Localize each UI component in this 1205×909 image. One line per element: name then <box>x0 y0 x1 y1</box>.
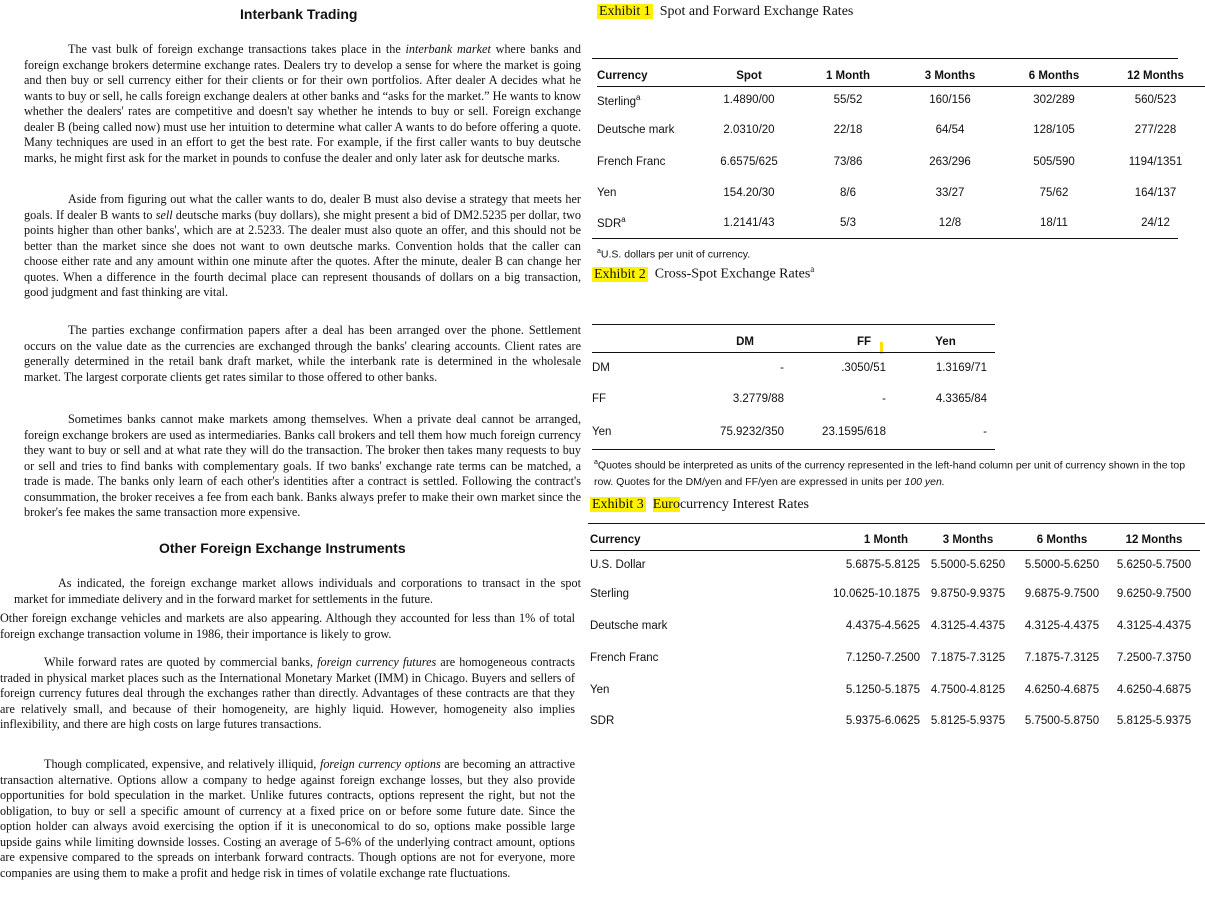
table-cell: 33/27 <box>935 186 965 199</box>
table-cell: 5.9375-6.0625 <box>845 715 920 727</box>
table-row <box>590 643 1200 674</box>
table-cell: 5.8125-5.9375 <box>1116 715 1192 727</box>
table-cell: 263/296 <box>929 155 971 168</box>
table-cell: 505/590 <box>1033 155 1075 168</box>
exhibit2-footnote-line1: $^a$Quotes should be interpreted as units of the currency represented in the left-hand column per unit of currency shown in the top <box>594 459 1186 472</box>
table-cell: 5.6875-5.8125 <box>845 558 920 571</box>
table-cell: 302/289 <box>1033 94 1075 107</box>
table-cell: 55/52 <box>833 94 863 107</box>
table-cell: - <box>983 426 987 438</box>
table-cell: 4.3365/84 <box>935 393 987 405</box>
col-header: Currency <box>597 66 700 87</box>
row-label: French Franc <box>597 155 666 168</box>
col-header: 6 Months <box>1016 530 1108 551</box>
table-cell: 1194/1351 <box>1128 155 1183 168</box>
table-cell: 5/3 <box>840 216 856 229</box>
exhibit2-footnote-line2: row. Quotes for the DM/yen and FF/yen are expressed in units per 100 yen. <box>594 476 945 488</box>
col-header: 12 Months <box>1106 66 1205 87</box>
exhibit1-bottom-rule <box>592 238 1178 239</box>
exhibit3-table <box>590 530 1200 737</box>
table-cell: 10.0625-10.1875 <box>833 588 920 600</box>
row-label: Yen <box>592 426 612 438</box>
paragraph-8: Though complicated, expensive, and relatively illiquid, foreign currency options are becoming an attractive transaction alternative. Options allow a company to hedge against foreign exchange losses, but they also provide opportunities for bold speculation in the market. Unlike futures contracts, options represent the right, but not the obligation, to buy or sell a specific amount of currency at a fixed price on or before some future date. Since the option holder can always avoid exercising the option if it is uneconomical to do so, options make possible large upside gains while limiting downside losses. Costing an average of 5-6% of the underlying contract amount, options are expensive compared to the spreads on interbank forward contracts. Though options are not for everyone, more companies are using them to make a profit and hedge risk in times of volatile exchange rate fluctuations. <box>0 757 575 880</box>
row-label: French Franc <box>590 652 659 664</box>
exhibit1-footnote: $^a$U.S. dollars per unit of currency. <box>597 248 751 261</box>
exhibit3-label: Exhibit 3 <box>592 497 644 512</box>
exhibit2-title: Cross-Spot Exchange Rates <box>654 266 811 282</box>
table-cell: 5.5000-5.6250 <box>930 558 1006 571</box>
col-header: 1 Month <box>790 530 920 551</box>
table-cell: 4.6250-4.6875 <box>1116 683 1192 696</box>
table-cell: 5.1250-5.1875 <box>845 683 920 696</box>
table-row <box>590 551 1200 579</box>
table-cell: 75.9232/350 <box>720 426 784 438</box>
table-cell: 560/523 <box>1134 94 1177 107</box>
table-cell: 1.2141/43 <box>723 216 775 229</box>
exhibit3-caption <box>590 497 809 513</box>
col-header <box>592 332 672 353</box>
col-header: 1 Month <box>798 66 898 87</box>
row-label: SDR$^a$ <box>597 215 626 230</box>
row-label: Sterling$^a$ <box>597 92 641 108</box>
table-row <box>590 610 1200 643</box>
table-cell: 5.7500-5.8750 <box>1024 715 1100 727</box>
exhibit1-title: Spot and Forward Exchange Rates <box>659 4 854 19</box>
col-header: 3 Months <box>898 66 1002 87</box>
col-header: Spot <box>700 66 798 87</box>
exhibit1-table <box>597 66 1205 237</box>
table-row <box>590 706 1200 737</box>
table-row <box>592 416 995 449</box>
table-cell: 154.20/30 <box>723 186 775 199</box>
paragraph-1: The vast bulk of foreign exchange transactions takes place in the interbank market where banks and foreign exchange brokers determine exchange rates. Dealers try to develop a sense for where the market is going and then buy or sell currency either for their clients or for their own portfolios. After dealer A decides what he wants to buy or sell, he calls foreign exchange dealers at other banks and “asks for the market.” He wants to know whether the dealers' rates are competitive and doesn't say whether he intends to buy or sell. Foreign exchange dealer B (being called now) must use her intuition to determine what caller A wants to do before offering a quote. Many techniques are used in an effort to get the best rate. For example, if the first caller wants to buy deutsche marks, he might first ask for the market in pounds to confuse the dealer and only later ask for deutsche marks. <box>24 42 581 165</box>
table-cell: 7.2500-7.3750 <box>1116 652 1192 664</box>
table-cell: 9.6875-9.7500 <box>1024 588 1100 600</box>
row-label: DM <box>592 361 610 374</box>
table-row <box>597 147 1205 177</box>
table-cell: 128/105 <box>1033 124 1075 136</box>
exhibit2-header-row <box>592 332 995 353</box>
row-label: Sterling <box>590 588 629 600</box>
table-cell: 1.3169/71 <box>935 361 987 374</box>
table-cell: 22/18 <box>833 124 863 136</box>
exhibit3-title: currency Interest Rates <box>679 497 810 512</box>
table-cell: 5.5000-5.6250 <box>1024 558 1100 571</box>
row-label: Yen <box>590 683 610 696</box>
exhibit2-bottom-rule <box>592 449 995 450</box>
col-header: Yen <box>896 332 995 353</box>
exhibit3-top-rule <box>588 523 1205 524</box>
heading-other-instruments: Other Foreign Exchange Instruments <box>159 540 406 556</box>
table-row <box>597 209 1205 237</box>
table-cell: 160/156 <box>929 94 971 107</box>
table-cell: 4.7500-4.8125 <box>930 683 1006 696</box>
table-row <box>592 353 995 383</box>
table-cell: 24/12 <box>1141 216 1170 229</box>
col-header: 3 Months <box>920 530 1016 551</box>
col-header: FF <box>784 332 896 353</box>
table-cell: .3050/51 <box>841 361 886 374</box>
table-cell: 2.0310/20 <box>723 124 775 136</box>
row-label: Yen <box>597 186 617 199</box>
table-cell: 8/6 <box>840 186 856 199</box>
row-label: Deutsche mark <box>590 620 668 632</box>
table-cell: - <box>882 393 886 405</box>
row-label: FF <box>592 393 607 405</box>
exhibit2-table <box>592 332 995 449</box>
table-cell: 4.4375-4.5625 <box>845 620 920 632</box>
table-cell: 6.6575/625 <box>720 155 778 168</box>
col-header: Currency <box>590 530 790 551</box>
table-cell: 75/62 <box>1039 186 1069 199</box>
paragraph-4: Sometimes banks cannot make markets among themselves. When a private deal cannot be arranged, foreign exchange brokers are used as intermediaries. Banks call brokers and tell them how much foreign currency they want to buy or sell and at what rate they will do the transaction. The broker then takes many requests to buy or sell and tries to find banks with complementary goals. If two banks' exchange rate terms can be matched, a trade is made. The banks only learn of each other's identities after a contract is settled. Following the contract's consummation, the broker receives a fee from each bank. Banks always prefer to make their own market since the broker's fee makes the same transaction more expensive. <box>24 412 581 519</box>
table-cell: 9.8750-9.9375 <box>930 588 1006 600</box>
table-cell: 18/11 <box>1040 216 1068 229</box>
table-cell: 7.1875-7.3125 <box>930 652 1006 664</box>
exhibit3-header-row <box>590 530 1200 551</box>
exhibit1-header-row <box>597 66 1205 87</box>
exhibit1-label: Exhibit 1 <box>599 4 651 19</box>
table-cell: 12/8 <box>938 216 962 229</box>
table-cell: 3.2779/88 <box>732 393 784 405</box>
table-cell: 4.3125-4.4375 <box>1024 620 1100 632</box>
table-cell: 4.6250-4.6875 <box>1024 683 1100 696</box>
exhibit2-label: Exhibit 2 <box>594 266 646 282</box>
table-cell: 5.6250-5.7500 <box>1116 558 1192 571</box>
table-cell: 7.1250-7.2500 <box>845 652 920 664</box>
exhibit2-caption: Exhibit 2 Cross-Spot Exchange Rates$^a$ <box>594 264 815 282</box>
table-cell: 9.6250-9.7500 <box>1116 588 1192 600</box>
table-row <box>590 579 1200 610</box>
table-cell: 7.1875-7.3125 <box>1024 652 1100 664</box>
row-label: U.S. Dollar <box>590 558 646 571</box>
table-cell: - <box>780 361 784 374</box>
paragraph-3: The parties exchange confirmation papers after a deal has been arranged over the phone. Settlement occurs on the value date as the currencies are exchanged through the banks' clearing accounts. Client rates are generally determined in the retail bank draft market, while the interbank rate is determined in the wholesale market. The largest corporate clients get rates similar to those offered to other banks. <box>24 323 581 384</box>
table-row <box>592 383 995 416</box>
col-header: DM <box>672 332 784 353</box>
exhibit1-caption <box>597 4 853 20</box>
table-cell: 4.3125-4.4375 <box>1116 620 1192 632</box>
exhibit2-top-rule <box>592 324 995 325</box>
paragraph-7: While forward rates are quoted by commercial banks, foreign currency futures are homogeneous contracts traded in physical market places such as the International Monetary Market (IMM) in Chicago. Buyers and sellers of foreign currency futures deal through the exchanges rather than directly. Advantages of these contracts are that they are relatively small, and because of their homogeneity, are highly liquid. However, homogeneity also implies inflexibility, and there are high costs on large futures transactions. <box>0 655 575 731</box>
table-cell: 164/137 <box>1134 186 1177 199</box>
row-label: Deutsche mark <box>597 124 675 136</box>
table-cell: 277/228 <box>1134 124 1177 136</box>
table-row <box>597 114 1205 147</box>
table-cell: 64/54 <box>935 124 965 136</box>
table-cell: 1.4890/00 <box>723 94 775 107</box>
col-header: 12 Months <box>1108 530 1200 551</box>
table-cell: 23.1595/618 <box>822 426 886 438</box>
table-cell: 4.3125-4.4375 <box>930 620 1006 632</box>
exhibit3-title-highlight: Euro <box>652 497 680 512</box>
paragraph-5: As indicated, the foreign exchange market allows individuals and corporations to transact in the spot market for immediate delivery and in the forward market for settlements in the future. <box>14 576 581 606</box>
heading-interbank-trading: Interbank Trading <box>240 6 358 22</box>
table-cell: 73/86 <box>833 155 863 168</box>
table-row <box>590 674 1200 706</box>
row-label: SDR <box>590 715 615 727</box>
table-cell: 5.8125-5.9375 <box>930 715 1006 727</box>
paragraph-6: Other foreign exchange vehicles and markets are also appearing. Although they accounted for less than 1% of total foreign exchange transaction volume in 1986, their importance is likely to grow. <box>0 611 575 641</box>
table-row <box>597 87 1205 114</box>
col-header: 6 Months <box>1002 66 1106 87</box>
exhibit1-top-rule <box>592 58 1178 59</box>
paragraph-2: Aside from figuring out what the caller wants to do, dealer B must also devise a strategy that meets her goals. If dealer B wants to sell deutsche marks (buy dollars), she might present a bid of DM2.5235 per dollar, two points higher than other banks', which are at 2.5233. The dealer must also quote an offer, and this should not be better than the market since she does not want to own deutsche marks. Convention holds that the caller can choose either rate and any amount within one minute after the quotes. After the minute, dealer B can change her quotes. When a difference in the fourth decimal place can represent thousands of dollars on a big transaction, good judgment and fast thinking are vital. <box>24 192 581 299</box>
table-row <box>597 177 1205 209</box>
